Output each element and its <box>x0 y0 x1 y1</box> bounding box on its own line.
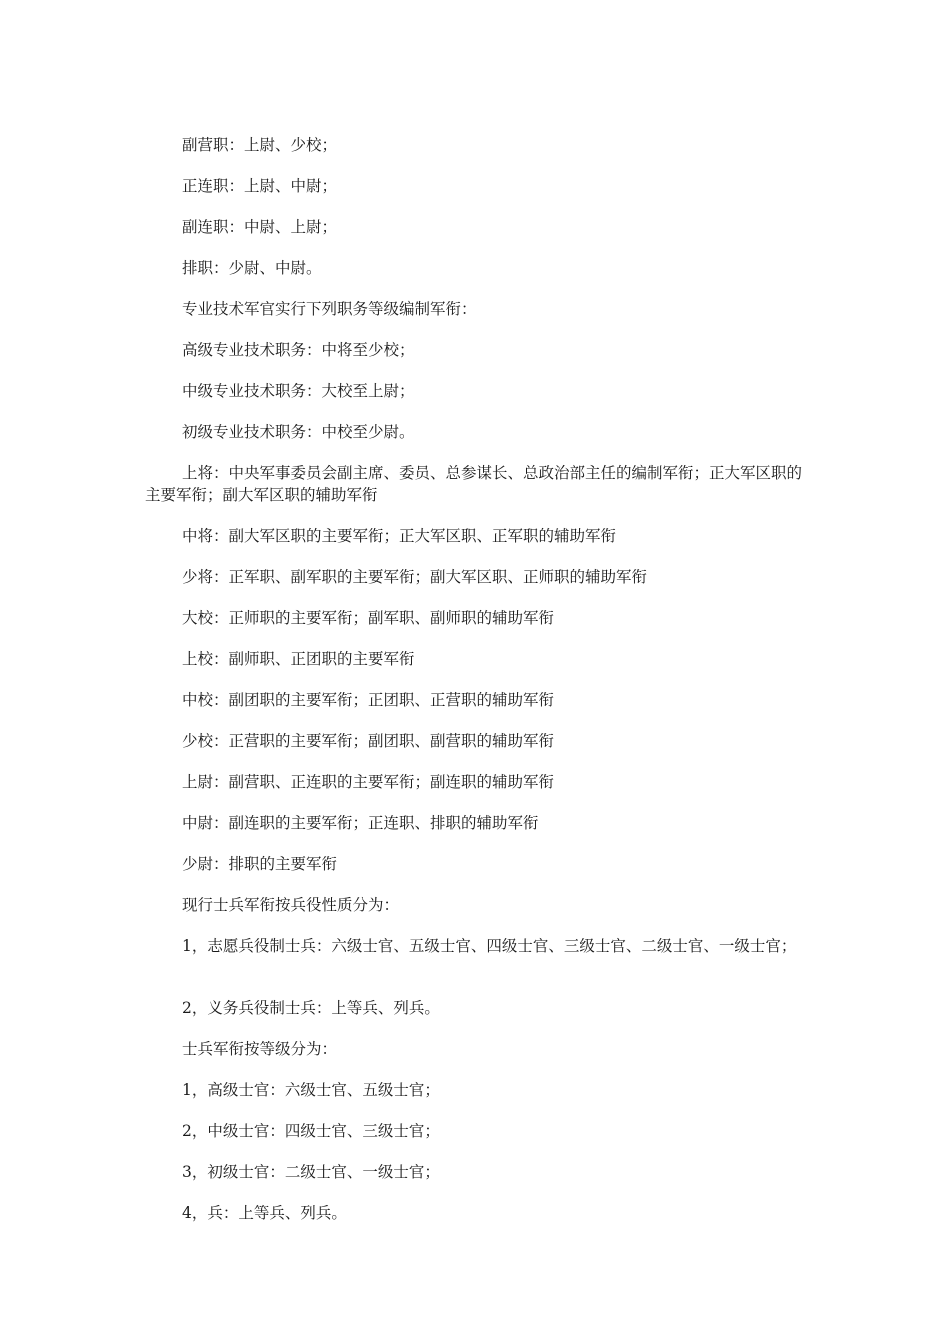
paragraph: 专业技术军官实行下列职务等级编制军衔： <box>182 300 477 318</box>
paragraph: 中级专业技术职务：大校至上尉； <box>182 382 415 400</box>
paragraph: 上将：中央军事委员会副主席、委员、总参谋长、总政治部主任的编制军衔；正大军区职的主要军衔；副大军区职的辅助军衔 <box>145 464 803 504</box>
paragraph: 高级专业技术职务：中将至少校； <box>182 341 415 359</box>
paragraph: 副连职：中尉、上尉； <box>182 218 338 236</box>
paragraph: 中校：副团职的主要军衔；正团职、正营职的辅助军衔 <box>182 691 555 709</box>
paragraph: 中将：副大军区职的主要军衔；正大军区职、正军职的辅助军衔 <box>182 527 617 545</box>
paragraph: 大校：正师职的主要军衔；副军职、副师职的辅助军衔 <box>182 609 555 627</box>
paragraph: 现行士兵军衔按兵役性质分为： <box>182 896 400 914</box>
paragraph: 排职：少尉、中尉。 <box>182 259 322 277</box>
paragraph: 少尉：排职的主要军衔 <box>182 855 338 873</box>
paragraph: 上尉：副营职、正连职的主要军衔；副连职的辅助军衔 <box>182 773 555 791</box>
paragraph: 士兵军衔按等级分为： <box>182 1040 338 1058</box>
paragraph: 3，初级士官：二级士官、一级士官； <box>182 1163 440 1181</box>
paragraph: 4，兵：上等兵、列兵。 <box>182 1204 347 1222</box>
paragraph: 正连职：上尉、中尉； <box>182 177 338 195</box>
paragraph: 2，义务兵役制士兵：上等兵、列兵。 <box>182 999 440 1017</box>
paragraph: 副营职：上尉、少校； <box>182 136 338 154</box>
paragraph: 中尉：副连职的主要军衔；正连职、排职的辅助军衔 <box>182 814 539 832</box>
paragraph: 1，高级士官：六级士官、五级士官； <box>182 1081 440 1099</box>
paragraph: 初级专业技术职务：中校至少尉。 <box>182 423 415 441</box>
paragraph: 上校：副师职、正团职的主要军衔 <box>182 650 415 668</box>
paragraph: 1，志愿兵役制士兵：六级士官、五级士官、四级士官、三级士官、二级士官、一级士官； <box>182 937 797 955</box>
paragraph: 少将：正军职、副军职的主要军衔；副大军区职、正师职的辅助军衔 <box>182 568 648 586</box>
paragraph: 2，中级士官：四级士官、三级士官； <box>182 1122 440 1140</box>
paragraph: 少校：正营职的主要军衔；副团职、副营职的辅助军衔 <box>182 732 555 750</box>
